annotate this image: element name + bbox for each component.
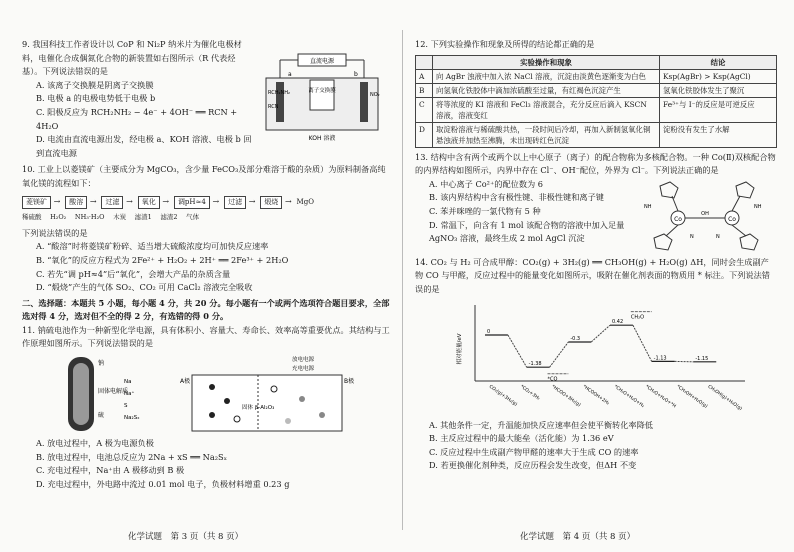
co-label: Co [674, 215, 682, 223]
energy-value-label: 0.42 [612, 318, 624, 325]
co-label: Co [728, 215, 736, 223]
x-tick-label: CO₂(g)+3H₂(g) [487, 384, 518, 408]
charge-label: 充电电源 [292, 366, 315, 373]
n-label: N [716, 233, 720, 240]
x-tick-label: *CH₂O+H₂O+H₂ [612, 384, 645, 409]
q10-option-a: A. “酸溶”时将菱镁矿粉碎、适当增大硫酸浓度均可加快反应速率 [36, 241, 269, 252]
right-species: NO₂ [370, 92, 380, 98]
nh-label: NH [644, 203, 652, 210]
flow-label: 滤渣2 [160, 213, 178, 222]
sodium-sulfur-battery-diagram [62, 353, 362, 435]
energy-value-label: 0 [487, 328, 491, 335]
q10-option-d: D. “煅烧”产生的气体 SO₂、CO₂ 可用 CaCl₂ 溶液完全吸收 [36, 282, 253, 293]
legend-na-ion: Na⁺ [124, 391, 135, 398]
q11-option-a: A. 放电过程中，A 极为电源负极 [36, 438, 154, 449]
flow-step: 菱镁矿 [22, 196, 51, 209]
question-12 [415, 38, 777, 148]
flow-step: 氧化 [138, 196, 160, 209]
table-row [416, 122, 777, 147]
q10-ask: 下列说法错误的是 [22, 227, 88, 238]
q9-option-b: B. 电极 a 的电极电势低于电极 b [36, 93, 156, 104]
flow-step: 调pH≈4 [174, 196, 210, 209]
table-cell: 氢氧化铁胶体发生了聚沉 [660, 83, 777, 97]
flow-step: 煅烧 [260, 196, 282, 209]
table-cell: Fe³⁺与 I⁻的反应是可逆反应 [660, 97, 777, 122]
table-cell: B [416, 83, 433, 97]
b-pole-label: B极 [344, 378, 355, 386]
side-path-label: CH₂O [630, 314, 645, 321]
a-pole-label: A极 [180, 378, 191, 386]
q13-option-c: C. 苯并咪唑的一氯代物有 5 种 [429, 205, 541, 216]
energy-connector [633, 325, 652, 361]
left-footer: 化学试题 第 3 页（共 8 页） [128, 532, 244, 542]
electrode-b-label: b [354, 71, 358, 78]
flow-label: 滤渣1 [134, 213, 152, 222]
energy-value-label: -1.15 [695, 355, 709, 362]
energy-value-label: -1.38 [528, 360, 542, 367]
table-cell: 取淀粉溶液与稀硫酸共热，一段时间后冷却，再加入新制氢氧化铜悬浊液并加热至沸腾，未出现砖红色沉淀 [433, 122, 660, 147]
question-14 [415, 256, 777, 473]
right-footer: 化学试题 第 4 页（共 8 页） [520, 532, 636, 542]
q14-option-b: B. 主反应过程中的最大能垒（活化能）为 1.36 eV [429, 433, 614, 444]
electrolysis-diagram [258, 52, 388, 144]
flow-step: 酸溶 [65, 196, 87, 209]
x-tick-label: *CH₃O+H₂O+*H [644, 384, 677, 409]
power-label: 直流电源 [309, 58, 335, 65]
table-cell: 淀粉没有发生了水解 [660, 122, 777, 147]
q9-stem: 9. 我国科技工作者设计以 CoP 和 Ni₂P 纳米片为催化电极材料，电催化合成偶氮化合物的新装置如右图所示（R 代表烃基）。下列说法错误的是 [22, 39, 242, 77]
q13-option-d: D. 常温下，向含有 1 mol 该配合物的溶液中加入足量 AgNO₃ 溶液，最终生成 2 mol AgCl 沉淀 [429, 219, 625, 244]
left-product: RCN [268, 104, 279, 110]
q14-stem: 14. CO₂ 与 H₂ 可合成甲醇：CO₂(g) + 3H₂(g) ══ CH₃OH(g) + H₂O(g) ΔH，同时会生成副产物 CO 与甲醛，反应过程中的能量变化如图所示，吸附在催化剂表面的物质用 * 标注。下列说法错误的是 [415, 256, 770, 294]
q13-option-b: B. 该内界结构中含有极性键、非极性键和离子键 [429, 192, 604, 203]
q14-option-c: C. 反应过程中生成副产物甲醛的速率大于生成 CO 的速率 [429, 446, 639, 457]
page-divider [402, 30, 403, 530]
table-cell: 向 AgBr 浊液中加入浓 NaCl 溶液，沉淀由淡黄色逐渐变为白色 [433, 69, 660, 83]
q11-option-c: C. 充电过程中，Na⁺由 A 极移动到 B 极 [36, 465, 185, 476]
x-tick-label: CH₃OH(g)+H₂O(g) [706, 384, 743, 412]
q12-table [415, 55, 777, 148]
table-header: 结论 [660, 55, 777, 69]
q10-option-b: B. “氧化”的反应方程式为 2Fe²⁺ + H₂O₂ + 2H⁺ ══ 2Fe³⁺ + 2H₂O [36, 254, 289, 265]
table-row [416, 69, 777, 83]
electrode-a-label: a [288, 71, 292, 78]
question-9 [22, 38, 390, 160]
x-tick-label: *HCOO+3H₂(g) [550, 384, 582, 408]
electrolyte-label: 固体电解质 [98, 388, 129, 396]
sulfur-label: 硫 [98, 412, 105, 420]
x-tick-label: *HCOOH+2H₂ [581, 384, 610, 407]
legend-na2sx: Na₂Sₓ [124, 415, 140, 422]
side-path-label: *CO [547, 376, 558, 383]
energy-connector [550, 342, 569, 367]
q11-option-d: D. 充电过程中，外电路中流过 0.01 mol 电子，负极材料增重 0.23 g [36, 478, 290, 489]
x-tick-label: *CO₂+3H₂ [519, 384, 541, 402]
flow-label: 气体 [186, 213, 200, 222]
q14-option-a: A. 其他条件一定，升温能加快反应速率但会使平衡转化率降低 [429, 419, 653, 430]
x-tick-label: *CH₃OH+H₂O(g) [675, 384, 709, 410]
flow-step: 过滤 [101, 196, 123, 209]
table-cell: Ksp(AgBr) > Ksp(AgCl) [660, 69, 777, 83]
table-cell: A [416, 69, 433, 83]
table-header: 实验操作和现象 [433, 55, 660, 69]
energy-connector [591, 325, 610, 342]
process-flow: 菱镁矿 → 酸溶 → 过滤 → 氧化 → 调pH≈4 → 过滤 → 煅烧 → MgO [22, 195, 390, 210]
section-2-header: 二、选择题：本题共 5 小题，每小题 4 分，共 20 分。每小题有一个或两个选项符合题目要求，全部选对得 4 分，选对但不全的得 2 分，有选错的得 0 分。 [22, 297, 390, 322]
q12-stem: 12. 下列实验操作和现象及所得的结论都正确的是 [415, 39, 595, 49]
energy-value-label: -1.13 [653, 354, 667, 361]
table-header [416, 55, 433, 69]
left-species: RCH₂NH₂ [268, 90, 290, 96]
y-axis-label: 相对能量/eV [457, 333, 463, 365]
q9-option-d: D. 电流由直流电源出发，经电极 a、KOH 溶液、电极 b 回到直流电源 [36, 134, 252, 158]
table-cell: D [416, 122, 433, 147]
q13-stem: 13. 结构中含有两个或两个以上中心原子（离子）的配合物称为多核配合物。一种 Co(Ⅱ)双核配合物的内界结构如图所示，内界中存在 Cl⁻、OH⁻配位，外界为 Cl⁻。下列说法正确的是 [415, 151, 776, 176]
membrane-label: 离子交换膜 [308, 88, 336, 94]
q13-option-a: A. 中心离子 Co²⁺的配位数为 6 [429, 178, 544, 189]
table-header-row [416, 55, 777, 69]
flow-label: 木炭 [113, 213, 127, 222]
na-label: 钠 [98, 360, 105, 368]
cobalt-complex-structure [640, 178, 770, 256]
table-cell: 将等浓度的 KI 溶液和 FeCl₃ 溶液混合，充分反应后滴入 KSCN 溶液，溶液变红 [433, 97, 660, 122]
table-cell: C [416, 97, 433, 122]
q10-stem: 10. 工业上以菱镁矿（主要成分为 MgCO₃，含少量 FeCO₃及部分难溶于酸的杂质）为原料制备高纯氧化镁的流程如下： [22, 164, 386, 188]
flow-label: NH₃·H₂O [74, 213, 105, 222]
question-13 [415, 151, 777, 256]
flow-step: MgO [296, 197, 314, 206]
energy-value-label: -0.3 [570, 335, 581, 342]
question-10 [22, 163, 390, 294]
q14-option-d: D. 若更换催化剂种类，反应历程会发生改变，但ΔH 不变 [429, 460, 637, 471]
energy-profile-chart [455, 299, 755, 417]
flow-label: 稀硫酸 [22, 213, 42, 222]
discharge-label: 放电电源 [292, 357, 315, 364]
flow-label: H₂O₂ [50, 213, 67, 222]
right-page [415, 38, 777, 473]
legend-s: S [124, 403, 128, 410]
q11-option-b: B. 放电过程中，电池总反应为 2Na + xS ══ Na₂Sₓ [36, 451, 228, 462]
oh-bridge-label: OH [701, 210, 709, 217]
q9-option-c: C. 阳极反应为 RCH₂NH₂ − 4e⁻ + 4OH⁻ ══ RCN + 4H₂O [36, 106, 238, 131]
flow-annotations [22, 211, 390, 225]
table-cell: 向氢氧化铁胶体中滴加浓硫酸至过量，有红褐色沉淀产生 [433, 83, 660, 97]
question-11 [22, 324, 390, 492]
n-label: N [690, 233, 694, 240]
beta-alumina-label: 固体 β-Al₂O₃ [242, 405, 275, 412]
nh-label: NH [754, 203, 762, 210]
table-row [416, 83, 777, 97]
energy-connector [508, 335, 527, 367]
q10-option-c: C. 若先“调 pH≈4”后“氧化”，会增大产品的杂质含量 [36, 268, 231, 279]
q11-stem: 11. 钠硫电池作为一种新型化学电源，具有体积小、容量大、寿命长、效率高等重要优点。其结构与工作原理如图所示。下列说法错误的是 [22, 324, 390, 349]
left-page [22, 38, 390, 491]
q9-option-a: A. 该离子交换膜是阴离子交换膜 [36, 79, 154, 90]
legend-na: Na [124, 379, 132, 386]
flow-step: 过滤 [224, 196, 246, 209]
table-row [416, 97, 777, 122]
electrolyte-label: KOH 溶液 [308, 135, 336, 142]
